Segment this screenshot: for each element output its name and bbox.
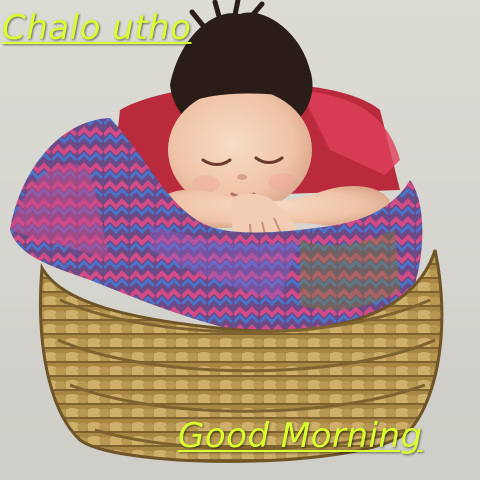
greeting-top-text: Chalo utho <box>2 8 192 48</box>
greeting-bottom-text: Good Morning <box>178 416 423 456</box>
